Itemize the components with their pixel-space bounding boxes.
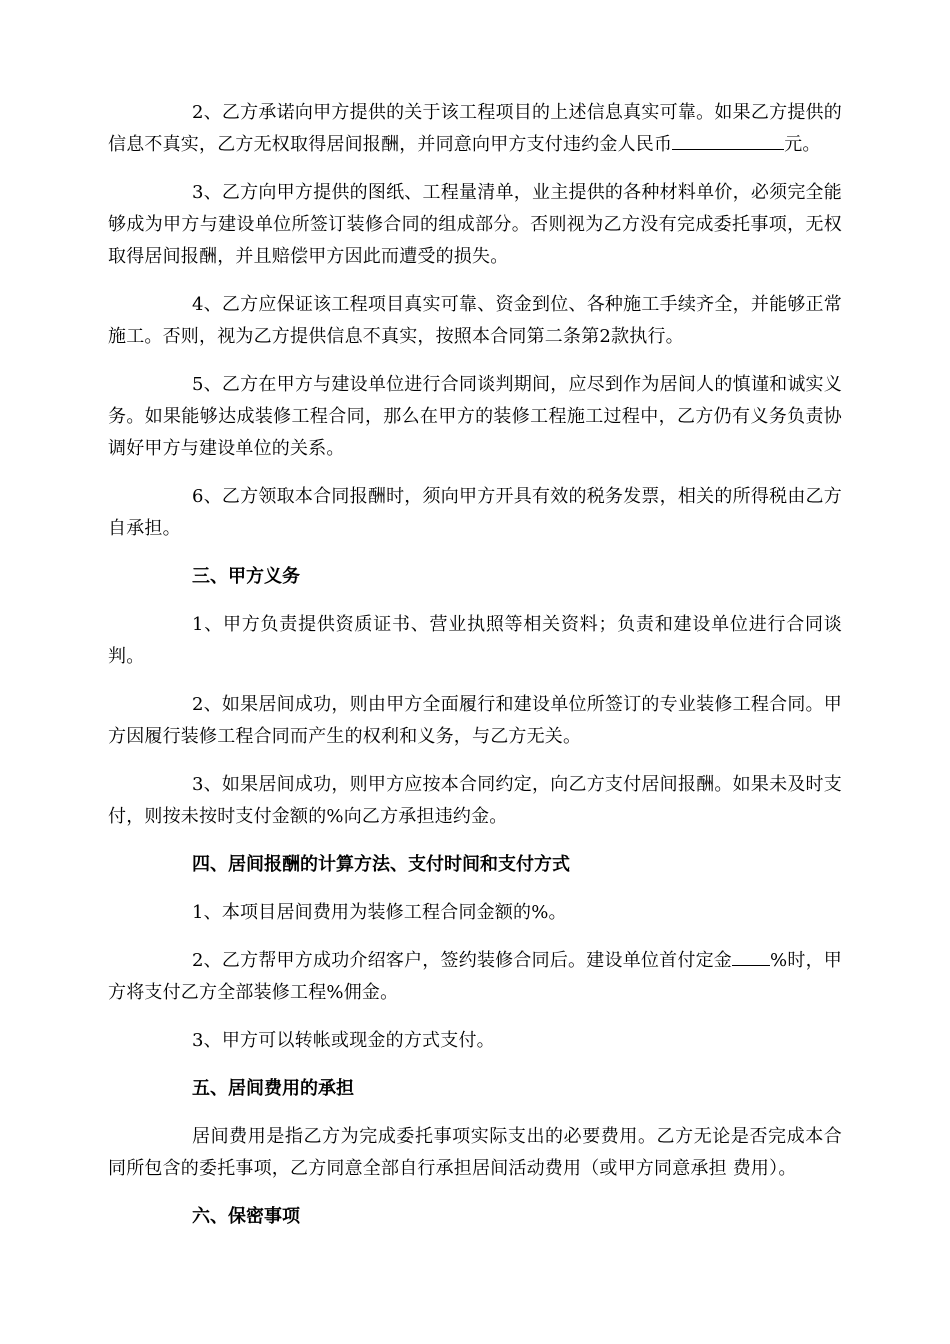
clause-2-6: 6、乙方领取本合同报酬时，须向甲方开具有效的税务发票，相关的所得税由乙方自承担。 <box>108 486 842 539</box>
clause-4-1: 1、本项目居间费用为装修工程合同金额的%。 <box>192 902 567 923</box>
clause-text-tail: %时，甲方将支付乙方全部装修工程%佣金。 <box>108 950 842 1003</box>
clause-3-1: 1、甲方负责提供资质证书、营业执照等相关资料；负责和建设单位进行合同谈判。 <box>108 614 842 667</box>
clause-5-1: 居间费用是指乙方为完成委托事项实际支出的必要费用。乙方无论是否完成本合同所包含的委托事项，乙方同意全部自行承担居间活动费用（或甲方同意承担 费用）。 <box>108 1126 842 1179</box>
clause-text: 2、乙方承诺向甲方提供的关于该工程项目的上述信息真实可靠。如果乙方提供的信息不真实，乙方无权取得居间报酬，并同意向甲方支付违约金人民币 <box>108 102 842 155</box>
clause-4-3: 3、甲方可以转帐或现金的方式支付。 <box>192 1030 495 1051</box>
clause-3-2: 2、如果居间成功，则由甲方全面履行和建设单位所签订的专业装修工程合同。甲方因履行装修工程合同而产生的权利和义务，与乙方无关。 <box>108 694 842 747</box>
section-heading-6: 六、保密事项 <box>192 1206 300 1227</box>
fill-in-blank <box>672 129 784 150</box>
section-heading-5: 五、居间费用的承担 <box>192 1078 354 1099</box>
clause-2-2 <box>108 97 842 161</box>
clause-3-3: 3、如果居间成功，则甲方应按本合同约定，向乙方支付居间报酬。如果未及时支付，则按未按时支付金额的%向乙方承担违约金。 <box>108 774 842 827</box>
clause-2-5: 5、乙方在甲方与建设单位进行合同谈判期间，应尽到作为居间人的慎谨和诚实义务。如果能够达成装修工程合同，那么在甲方的装修工程施工过程中，乙方仍有义务负责协调好甲方与建设单位的关系。 <box>108 374 842 459</box>
clause-2-3: 3、乙方向甲方提供的图纸、工程量清单，业主提供的各种材料单价，必须完全能够成为甲方与建设单位所签订装修合同的组成部分。否则视为乙方没有完成委托事项，无权取得居间报酬，并且赔偿甲方因此而遭受的损失。 <box>108 182 842 267</box>
clause-2-4: 4、乙方应保证该工程项目真实可靠、资金到位、各种施工手续齐全，并能够正常施工。否则，视为乙方提供信息不真实，按照本合同第二条第2款执行。 <box>108 294 842 347</box>
clause-text-tail: 元。 <box>784 134 821 155</box>
fill-in-blank <box>732 945 770 966</box>
clause-text: 2、乙方帮甲方成功介绍客户，签约装修合同后。建设单位首付定金 <box>192 950 733 971</box>
clause-4-2 <box>108 945 842 1009</box>
section-heading-3: 三、甲方义务 <box>192 566 300 587</box>
section-heading-4: 四、居间报酬的计算方法、支付时间和支付方式 <box>192 854 570 875</box>
document-page <box>108 97 842 1249</box>
